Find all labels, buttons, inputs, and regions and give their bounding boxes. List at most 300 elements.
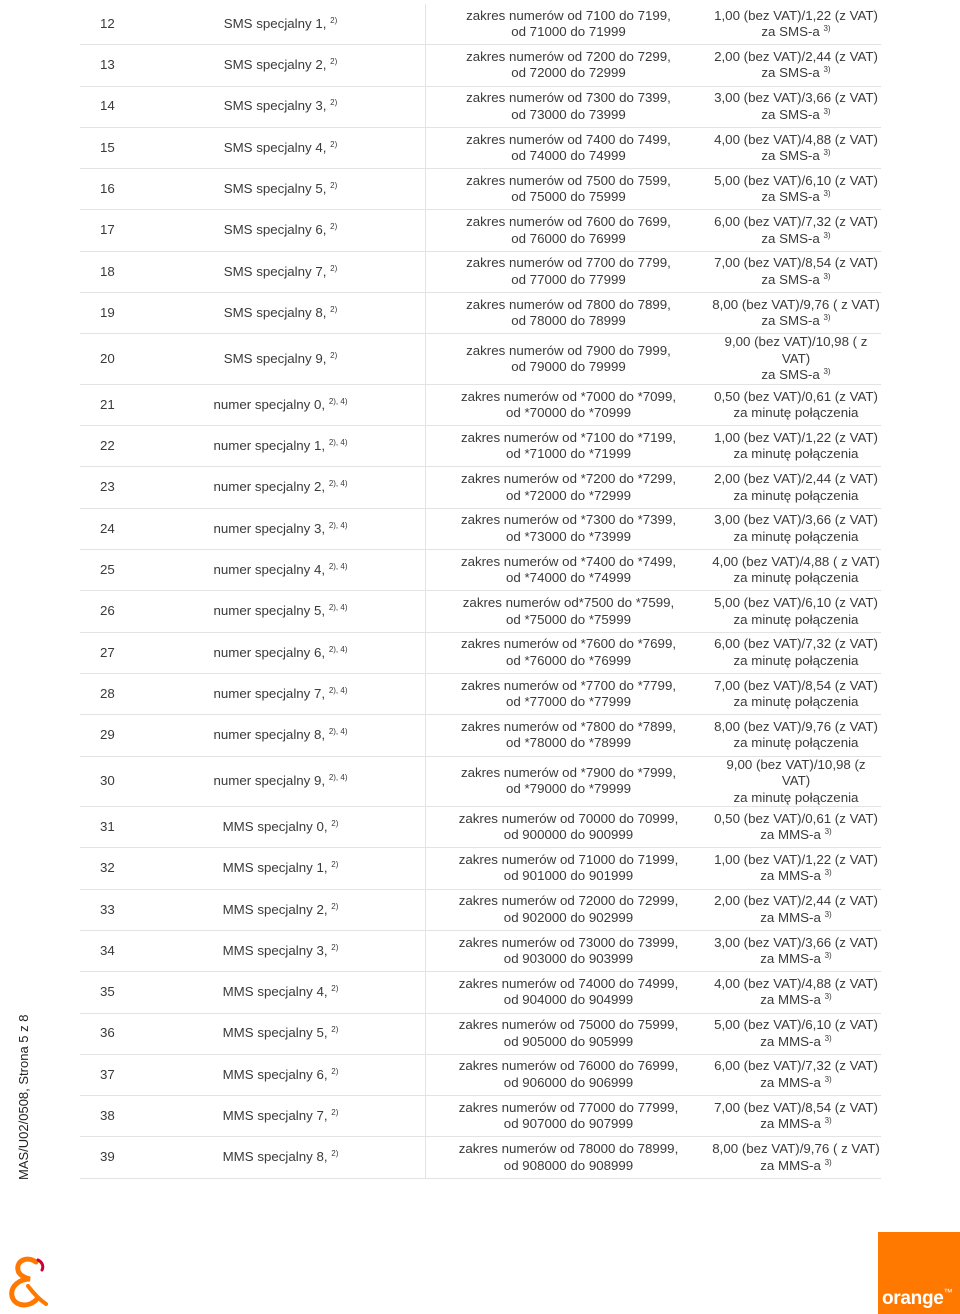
service-name-cell	[146, 87, 426, 128]
number-range-line-2: od 75000 do 75999	[511, 189, 626, 205]
footnote-ref: 2), 4)	[328, 396, 348, 406]
service-name-cell	[146, 1014, 426, 1055]
service-name-cell	[146, 128, 426, 169]
price-unit-line	[711, 148, 881, 165]
footnote-ref: 2)	[330, 98, 338, 108]
tariff-row	[80, 715, 881, 756]
number-range-line-1: zakres numerów od 78000 do 78999,	[458, 1141, 679, 1157]
service-name-cell	[146, 169, 426, 210]
price-value: 5,00 (bez VAT)/6,10 (z VAT)	[714, 172, 878, 188]
price-unit: za minutę połączenia	[733, 735, 859, 751]
row-number: 16	[80, 169, 146, 210]
trademark-mark: ™	[943, 1287, 953, 1297]
unit-footnote-ref: 3)	[823, 189, 831, 199]
service-name: MMS specjalny 1,	[222, 860, 328, 876]
row-number: 21	[80, 385, 146, 426]
number-range-cell	[426, 757, 711, 808]
price-cell	[711, 467, 881, 508]
price-cell	[711, 972, 881, 1013]
number-range-line-1: zakres numerów od 74000 do 74999,	[458, 975, 679, 991]
tariff-row	[80, 210, 881, 251]
service-name: MMS specjalny 3,	[222, 942, 328, 958]
price-value: 3,00 (bez VAT)/3,66 (z VAT)	[714, 934, 878, 950]
service-name: numer specjalny 0,	[213, 396, 326, 412]
footnote-ref: 2), 4)	[328, 438, 348, 448]
price-unit-line	[711, 65, 881, 82]
number-range-cell	[426, 4, 711, 45]
price-cell	[711, 674, 881, 715]
tariff-row	[80, 972, 881, 1013]
service-name-cell	[146, 210, 426, 251]
unit-footnote-ref: 3)	[824, 1116, 832, 1126]
row-number: 29	[80, 715, 146, 756]
price-unit: za SMS-a	[761, 24, 820, 40]
footnote-ref: 2), 4)	[328, 685, 348, 695]
number-range-line-2: od 76000 do 76999	[511, 230, 626, 246]
number-range-line-2: od *72000 do *72999	[506, 487, 631, 503]
number-range-line-1: zakres numerów od *7100 do *7199,	[460, 429, 677, 445]
price-cell	[711, 757, 881, 808]
service-name-cell	[146, 757, 426, 808]
number-range-line-1: zakres numerów od 75000 do 75999,	[458, 1017, 679, 1033]
price-value: 5,00 (bez VAT)/6,10 (z VAT)	[714, 595, 878, 610]
service-name-cell	[146, 633, 426, 674]
price-cell	[711, 1096, 881, 1137]
price-unit: za minutę połączenia	[733, 528, 859, 544]
number-range-line-1: zakres numerów od 70000 do 70999,	[458, 810, 679, 826]
footnote-ref: 2), 4)	[328, 520, 348, 530]
price-unit: za minutę połączenia	[733, 446, 859, 462]
footnote-ref: 2)	[330, 263, 338, 273]
number-range-cell	[426, 385, 711, 426]
price-cell	[711, 509, 881, 550]
orange-logo-text	[882, 1288, 952, 1310]
footnote-ref: 2)	[330, 304, 338, 314]
row-number: 17	[80, 210, 146, 251]
unit-footnote-ref: 3)	[824, 1033, 832, 1043]
tariff-row	[80, 550, 881, 591]
price-cell	[711, 890, 881, 931]
row-number: 27	[80, 633, 146, 674]
number-range-cell	[426, 169, 711, 210]
number-range-line-1: zakres numerów od 73000 do 73999,	[458, 934, 679, 950]
price-unit: za minutę połączenia	[733, 611, 859, 627]
unit-footnote-ref: 3)	[824, 1074, 832, 1084]
number-range-line-1: zakres numerów od 7800 do 7899,	[466, 296, 671, 312]
number-range-cell	[426, 467, 711, 508]
service-name: SMS specjalny 6,	[223, 222, 327, 238]
service-name-cell	[146, 4, 426, 45]
price-cell	[711, 633, 881, 674]
row-number: 12	[80, 4, 146, 45]
price-cell	[711, 426, 881, 467]
service-name: MMS specjalny 0,	[222, 818, 328, 834]
unit-footnote-ref: 3)	[823, 106, 831, 116]
row-number: 36	[80, 1014, 146, 1055]
number-range-line-2: od *71000 do *71999	[506, 446, 631, 462]
price-value: 2,00 (bez VAT)/2,44 (z VAT)	[714, 893, 878, 909]
price-value: 4,00 (bez VAT)/4,88 (z VAT)	[714, 131, 878, 147]
price-unit: za MMS-a	[760, 992, 821, 1008]
row-number: 37	[80, 1055, 146, 1096]
price-unit: za SMS-a	[761, 230, 820, 246]
tariff-row	[80, 426, 881, 467]
tariff-row	[80, 87, 881, 128]
price-cell	[711, 87, 881, 128]
footnote-ref: 2)	[330, 15, 338, 25]
tariff-table-body	[80, 4, 881, 1179]
unit-footnote-ref: 3)	[823, 271, 831, 281]
service-name-cell	[146, 1096, 426, 1137]
tariff-row	[80, 674, 881, 715]
row-number: 19	[80, 293, 146, 334]
footnote-ref: 2)	[331, 1066, 339, 1076]
price-unit: za minutę połączenia	[733, 694, 859, 710]
number-range-line-2: od *77000 do *77999	[506, 694, 631, 710]
number-range-line-2: od 79000 do 79999	[511, 359, 626, 375]
number-range-line-1: zakres numerów od 7600 do 7699,	[466, 214, 671, 230]
price-unit-line	[711, 1158, 881, 1175]
row-number: 28	[80, 674, 146, 715]
number-range-line-2: od 74000 do 74999	[511, 148, 626, 164]
number-range-line-1: zakres numerów od 7500 do 7599,	[466, 172, 671, 188]
price-unit: za minutę połączenia	[733, 487, 859, 503]
service-name: numer specjalny 7,	[213, 685, 326, 701]
number-range-cell	[426, 807, 711, 848]
price-unit: za minutę połączenia	[733, 405, 859, 421]
tariff-row	[80, 385, 881, 426]
unit-footnote-ref: 3)	[824, 868, 832, 878]
number-range-line-1: zakres numerów od *7300 do *7399,	[460, 512, 677, 528]
number-range-line-2: od 902000 do 902999	[503, 909, 634, 925]
number-range-line-2: od *74000 do *74999	[506, 570, 631, 586]
price-value: 8,00 (bez VAT)/9,76 ( z VAT)	[712, 296, 880, 312]
row-number: 15	[80, 128, 146, 169]
price-value: 7,00 (bez VAT)/8,54 (z VAT)	[714, 255, 878, 271]
price-value: 8,00 (bez VAT)/9,76 (z VAT)	[714, 718, 878, 734]
price-unit: za SMS-a	[761, 313, 820, 329]
number-range-line-2: od 903000 do 903999	[503, 951, 634, 967]
price-unit: za SMS-a	[761, 148, 820, 164]
service-name-cell	[146, 1055, 426, 1096]
service-name-cell	[146, 293, 426, 334]
price-value: 1,00 (bez VAT)/1,22 (z VAT)	[714, 429, 878, 445]
unit-footnote-ref: 3)	[823, 148, 831, 158]
price-value: 2,00 (bez VAT)/2,44 (z VAT)	[714, 48, 878, 64]
price-cell	[711, 591, 881, 632]
price-unit: za minutę połączenia	[733, 652, 859, 668]
price-unit: za minutę połączenia	[733, 570, 859, 586]
number-range-cell	[426, 1096, 711, 1137]
row-number: 30	[80, 757, 146, 808]
price-unit: za MMS-a	[760, 951, 821, 967]
service-name-cell	[146, 807, 426, 848]
service-name-cell	[146, 45, 426, 86]
price-unit-line	[711, 735, 881, 752]
row-number: 18	[80, 252, 146, 293]
price-cell	[711, 252, 881, 293]
price-unit-line	[711, 529, 881, 546]
price-unit-line	[711, 1075, 881, 1092]
number-range-line-2: od 73000 do 73999	[511, 106, 626, 122]
number-range-line-1: zakres numerów od 7300 do 7399,	[466, 90, 671, 106]
tariff-row	[80, 128, 881, 169]
footnote-ref: 2), 4)	[328, 644, 348, 654]
number-range-cell	[426, 715, 711, 756]
price-cell	[711, 169, 881, 210]
brand-name: orange	[882, 1288, 944, 1309]
price-unit-line	[711, 868, 881, 885]
service-name-cell	[146, 334, 426, 385]
price-unit: za SMS-a	[761, 106, 820, 122]
footnote-ref: 2), 4)	[328, 727, 348, 737]
footnote-ref: 2)	[331, 818, 339, 828]
tariff-row	[80, 1137, 881, 1178]
number-range-cell	[426, 848, 711, 889]
price-unit: za MMS-a	[760, 1116, 821, 1132]
number-range-line-2: od *78000 do *78999	[506, 735, 631, 751]
price-unit-line	[711, 1034, 881, 1051]
footnote-ref: 2)	[330, 350, 338, 360]
number-range-line-1: zakres numerów od *7200 do *7299,	[460, 471, 677, 487]
service-name-cell	[146, 848, 426, 889]
number-range-cell	[426, 931, 711, 972]
price-unit-line	[711, 612, 881, 629]
number-range-cell	[426, 210, 711, 251]
footnote-ref: 2), 4)	[328, 561, 348, 571]
price-cell	[711, 715, 881, 756]
row-number: 38	[80, 1096, 146, 1137]
service-name: numer specjalny 4,	[213, 561, 326, 577]
tariff-row	[80, 509, 881, 550]
unit-footnote-ref: 3)	[824, 827, 832, 837]
price-unit-line	[711, 653, 881, 670]
number-range-line-1: zakres numerów od 7100 do 7199,	[466, 7, 671, 23]
tariff-row	[80, 1014, 881, 1055]
service-name-cell	[146, 890, 426, 931]
service-name: numer specjalny 6,	[213, 644, 326, 660]
service-name: SMS specjalny 4,	[223, 139, 327, 155]
price-cell	[711, 128, 881, 169]
row-number: 33	[80, 890, 146, 931]
price-unit-line	[711, 488, 881, 505]
row-number: 35	[80, 972, 146, 1013]
price-unit-line	[711, 107, 881, 124]
footnote-ref: 2)	[331, 984, 339, 994]
number-range-cell	[426, 674, 711, 715]
number-range-cell	[426, 293, 711, 334]
number-range-line-2: od 78000 do 78999	[511, 313, 626, 329]
price-value: 7,00 (bez VAT)/8,54 (z VAT)	[714, 677, 878, 693]
number-range-cell	[426, 252, 711, 293]
service-name: numer specjalny 3,	[213, 520, 326, 536]
price-cell	[711, 334, 881, 385]
number-range-line-2: od 907000 do 907999	[503, 1116, 634, 1132]
service-name: MMS specjalny 5,	[222, 1025, 328, 1041]
tariff-table	[80, 4, 881, 1179]
number-range-line-1: zakres numerów od *7800 do *7899,	[460, 718, 677, 734]
price-value: 3,00 (bez VAT)/3,66 (z VAT)	[714, 512, 878, 528]
number-range-cell	[426, 87, 711, 128]
price-unit-line	[711, 570, 881, 587]
number-range-line-2: od *75000 do *75999	[506, 611, 631, 627]
service-name: SMS specjalny 5,	[223, 181, 327, 197]
price-unit: za minutę połączenia	[733, 789, 859, 805]
price-unit: za SMS-a	[761, 271, 820, 287]
service-name: MMS specjalny 8,	[222, 1149, 328, 1165]
tariff-row	[80, 890, 881, 931]
service-name: SMS specjalny 1,	[223, 15, 327, 31]
service-name-cell	[146, 591, 426, 632]
price-unit-line	[711, 827, 881, 844]
footnote-ref: 2)	[330, 181, 338, 191]
price-value: 9,00 (bez VAT)/10,98 ( z VAT)	[724, 334, 868, 366]
service-name: MMS specjalny 2,	[222, 901, 328, 917]
service-name: numer specjalny 8,	[213, 727, 326, 743]
service-name-cell	[146, 426, 426, 467]
service-name-cell	[146, 674, 426, 715]
number-range-line-2: od *73000 do *73999	[506, 528, 631, 544]
price-unit-line	[711, 790, 881, 807]
price-unit-line	[711, 405, 881, 422]
price-value: 6,00 (bez VAT)/7,32 (z VAT)	[714, 214, 878, 230]
footnote-ref: 2)	[331, 901, 339, 911]
price-unit: za MMS-a	[760, 909, 821, 925]
tariff-row	[80, 931, 881, 972]
price-unit: za SMS-a	[761, 367, 820, 383]
number-range-cell	[426, 633, 711, 674]
number-range-line-2: od 906000 do 906999	[503, 1074, 634, 1090]
row-number: 31	[80, 807, 146, 848]
price-unit: za MMS-a	[760, 1033, 821, 1049]
number-range-line-1: zakres numerów od 7900 do 7999,	[466, 342, 671, 358]
tariff-row	[80, 1096, 881, 1137]
number-range-line-2: od 71000 do 71999	[511, 24, 626, 40]
service-name-cell	[146, 715, 426, 756]
footnote-ref: 2), 4)	[328, 479, 348, 489]
tariff-row	[80, 169, 881, 210]
number-range-cell	[426, 334, 711, 385]
unit-footnote-ref: 3)	[823, 65, 831, 75]
number-range-line-1: zakres numerów od 76000 do 76999,	[458, 1058, 679, 1074]
service-name: SMS specjalny 8,	[223, 304, 327, 320]
price-value: 7,00 (bez VAT)/8,54 (z VAT)	[714, 1099, 878, 1115]
row-number: 25	[80, 550, 146, 591]
tariff-row	[80, 334, 881, 385]
number-range-line-1: zakres numerów od 72000 do 72999,	[458, 893, 679, 909]
price-cell	[711, 210, 881, 251]
price-value: 9,00 (bez VAT)/10,98 (z VAT)	[726, 756, 866, 789]
number-range-line-1: zakres numerów od *7000 do *7099,	[460, 388, 677, 404]
footnote-ref: 2), 4)	[328, 603, 348, 613]
service-name: MMS specjalny 6,	[222, 1066, 328, 1082]
service-name-cell	[146, 550, 426, 591]
price-unit-line	[711, 272, 881, 289]
footnote-ref: 2)	[330, 222, 338, 232]
tariff-row	[80, 591, 881, 632]
unit-footnote-ref: 3)	[824, 909, 832, 919]
orange-logo	[878, 1232, 960, 1314]
price-cell	[711, 848, 881, 889]
service-name: SMS specjalny 7,	[223, 263, 327, 279]
number-range-cell	[426, 426, 711, 467]
service-name: SMS specjalny 2,	[223, 57, 327, 73]
price-unit-line	[711, 1116, 881, 1133]
number-range-line-2: od 908000 do 908999	[503, 1157, 634, 1173]
price-cell	[711, 4, 881, 45]
price-unit: za MMS-a	[760, 868, 821, 884]
service-name-cell	[146, 509, 426, 550]
tariff-row	[80, 1055, 881, 1096]
price-cell	[711, 385, 881, 426]
price-unit-line	[711, 910, 881, 927]
unit-footnote-ref: 3)	[824, 1157, 832, 1167]
price-value: 4,00 (bez VAT)/4,88 ( z VAT)	[712, 553, 880, 569]
price-cell	[711, 45, 881, 86]
unit-footnote-ref: 3)	[823, 230, 831, 240]
service-name-cell	[146, 385, 426, 426]
tariff-row	[80, 633, 881, 674]
tariff-row	[80, 807, 881, 848]
number-range-line-2: od 900000 do 900999	[503, 827, 634, 843]
price-unit: za SMS-a	[761, 65, 820, 81]
number-range-line-2: od 77000 do 77999	[511, 271, 626, 287]
price-value: 8,00 (bez VAT)/9,76 ( z VAT)	[712, 1141, 880, 1157]
number-range-line-1: zakres numerów od *7900 do *7999,	[460, 764, 677, 780]
service-name-cell	[146, 931, 426, 972]
number-range-cell	[426, 550, 711, 591]
price-value: 6,00 (bez VAT)/7,32 (z VAT)	[714, 636, 878, 652]
number-range-line-2: od *76000 do *76999	[506, 652, 631, 668]
number-range-line-1: zakres numerów od 71000 do 71999,	[458, 851, 679, 867]
service-name: numer specjalny 9,	[213, 773, 326, 789]
orange-ampersand-logo-icon	[6, 1256, 50, 1310]
row-number: 20	[80, 334, 146, 385]
price-value: 6,00 (bez VAT)/7,32 (z VAT)	[714, 1058, 878, 1074]
price-unit-line	[711, 313, 881, 330]
row-number: 32	[80, 848, 146, 889]
price-unit-line	[711, 694, 881, 711]
tariff-row	[80, 848, 881, 889]
service-name-cell	[146, 467, 426, 508]
number-range-line-1: zakres numerów od *7700 do *7799,	[460, 677, 677, 693]
number-range-cell	[426, 128, 711, 169]
number-range-line-1: zakres numerów od 77000 do 77999,	[458, 1099, 679, 1115]
tariff-row	[80, 467, 881, 508]
number-range-line-2: od *79000 do *79999	[506, 781, 631, 797]
price-unit-line	[711, 951, 881, 968]
footnote-ref: 2)	[331, 860, 339, 870]
price-cell	[711, 1055, 881, 1096]
price-value: 1,00 (bez VAT)/1,22 (z VAT)	[714, 7, 878, 23]
number-range-cell	[426, 1014, 711, 1055]
price-value: 4,00 (bez VAT)/4,88 (z VAT)	[714, 975, 878, 991]
price-cell	[711, 1137, 881, 1178]
tariff-row	[80, 293, 881, 334]
number-range-line-1: zakres numerów od 7200 do 7299,	[466, 48, 671, 64]
price-unit-line	[711, 24, 881, 41]
tariff-row	[80, 252, 881, 293]
service-name: SMS specjalny 3,	[223, 98, 327, 114]
price-cell	[711, 293, 881, 334]
tariff-row	[80, 45, 881, 86]
row-number: 26	[80, 591, 146, 632]
number-range-line-1: zakres numerów od 7700 do 7799,	[466, 255, 671, 271]
price-unit-line	[711, 189, 881, 206]
price-value: 0,50 (bez VAT)/0,61 (z VAT)	[714, 388, 878, 404]
row-number: 13	[80, 45, 146, 86]
price-unit-line	[711, 231, 881, 248]
